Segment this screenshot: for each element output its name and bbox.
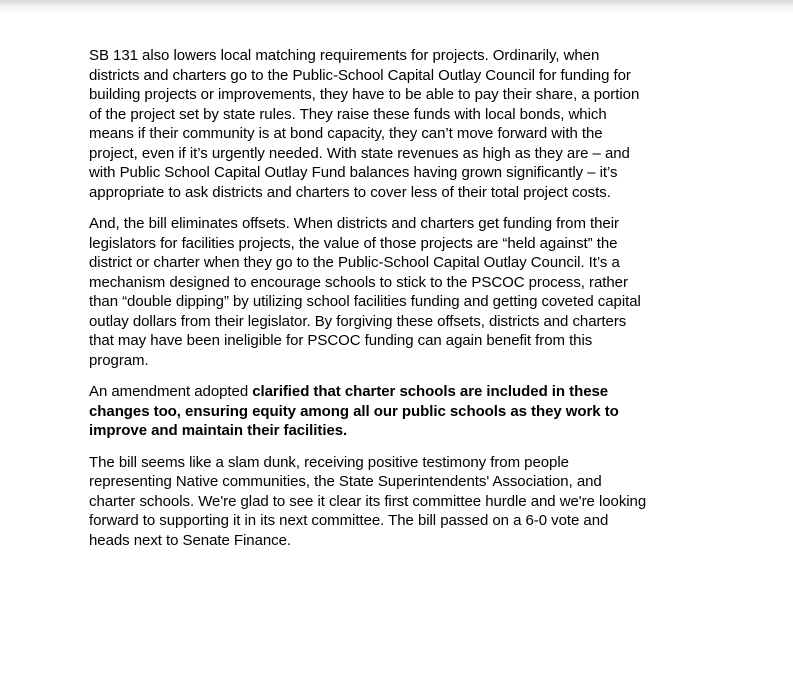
viewer-top-shadow (0, 0, 793, 14)
text-line: mechanism designed to encourage schools to stick to the PSCOC process, rather (89, 273, 628, 291)
text-line: districts and charters go to the Public-School Capital Outlay Council for funding for (89, 66, 631, 84)
text-normal: An amendment adopted (89, 383, 253, 400)
text-line: than “double dipping” by utilizing school facilities funding and getting coveted capital (89, 293, 641, 310)
paragraph-amendment (89, 382, 689, 441)
text-line: And, the bill eliminates offsets. When districts and charters get funding from their (89, 215, 619, 232)
text-line: appropriate to ask districts and charters to cover less of their total project costs. (89, 183, 611, 201)
text-line (89, 382, 689, 402)
document-page (89, 46, 689, 560)
text-line: heads next to Senate Finance. (89, 531, 292, 549)
text-bold: clarified that charter schools are included in these (252, 383, 609, 400)
text-line: SB 131 also lowers local matching requirements for projects. Ordinarily, when (89, 47, 600, 64)
text-line: charter schools. We're glad to see it clear its first committee hurdle and we're looking (89, 492, 647, 510)
text-line: with Public School Capital Outlay Fund balances having grown significantly – it’s (89, 164, 618, 181)
text-line: project, even if it’s urgently needed. With state revenues as high as they are – and (89, 144, 630, 162)
text-line: outlay dollars from their legislator. By forgiving these offsets, districts and charters (89, 312, 627, 330)
text-line: improve and maintain their facilities. (89, 422, 348, 439)
text-line: forward to supporting it in its next committee. The bill passed on a 6-0 vote and (89, 512, 609, 529)
text-line: means if their community is at bond capacity, they can’t move forward with the (89, 125, 603, 142)
text-line: program. (89, 351, 149, 369)
text-line: changes too, ensuring equity among all our public schools as they work to (89, 402, 619, 420)
text-line: legislators for facilities projects, the value of those projects are “held against” the (89, 234, 618, 252)
text-line: The bill seems like a slam dunk, receiving positive testimony from people (89, 453, 569, 471)
text-line: building projects or improvements, they have to be able to pay their share, a portion (89, 86, 640, 103)
paragraph-testimony (89, 453, 689, 551)
paragraph-matching-requirements (89, 46, 689, 202)
text-line: that may have been ineligible for PSCOC funding can again benefit from this (89, 332, 593, 349)
paragraph-offsets (89, 214, 689, 370)
text-line: of the project set by state rules. They raise these funds with local bonds, which (89, 105, 607, 123)
text-line: district or charter when they go to the Public-School Capital Outlay Council. It’s a (89, 254, 620, 271)
text-line: representing Native communities, the State Superintendents' Association, and (89, 473, 602, 490)
